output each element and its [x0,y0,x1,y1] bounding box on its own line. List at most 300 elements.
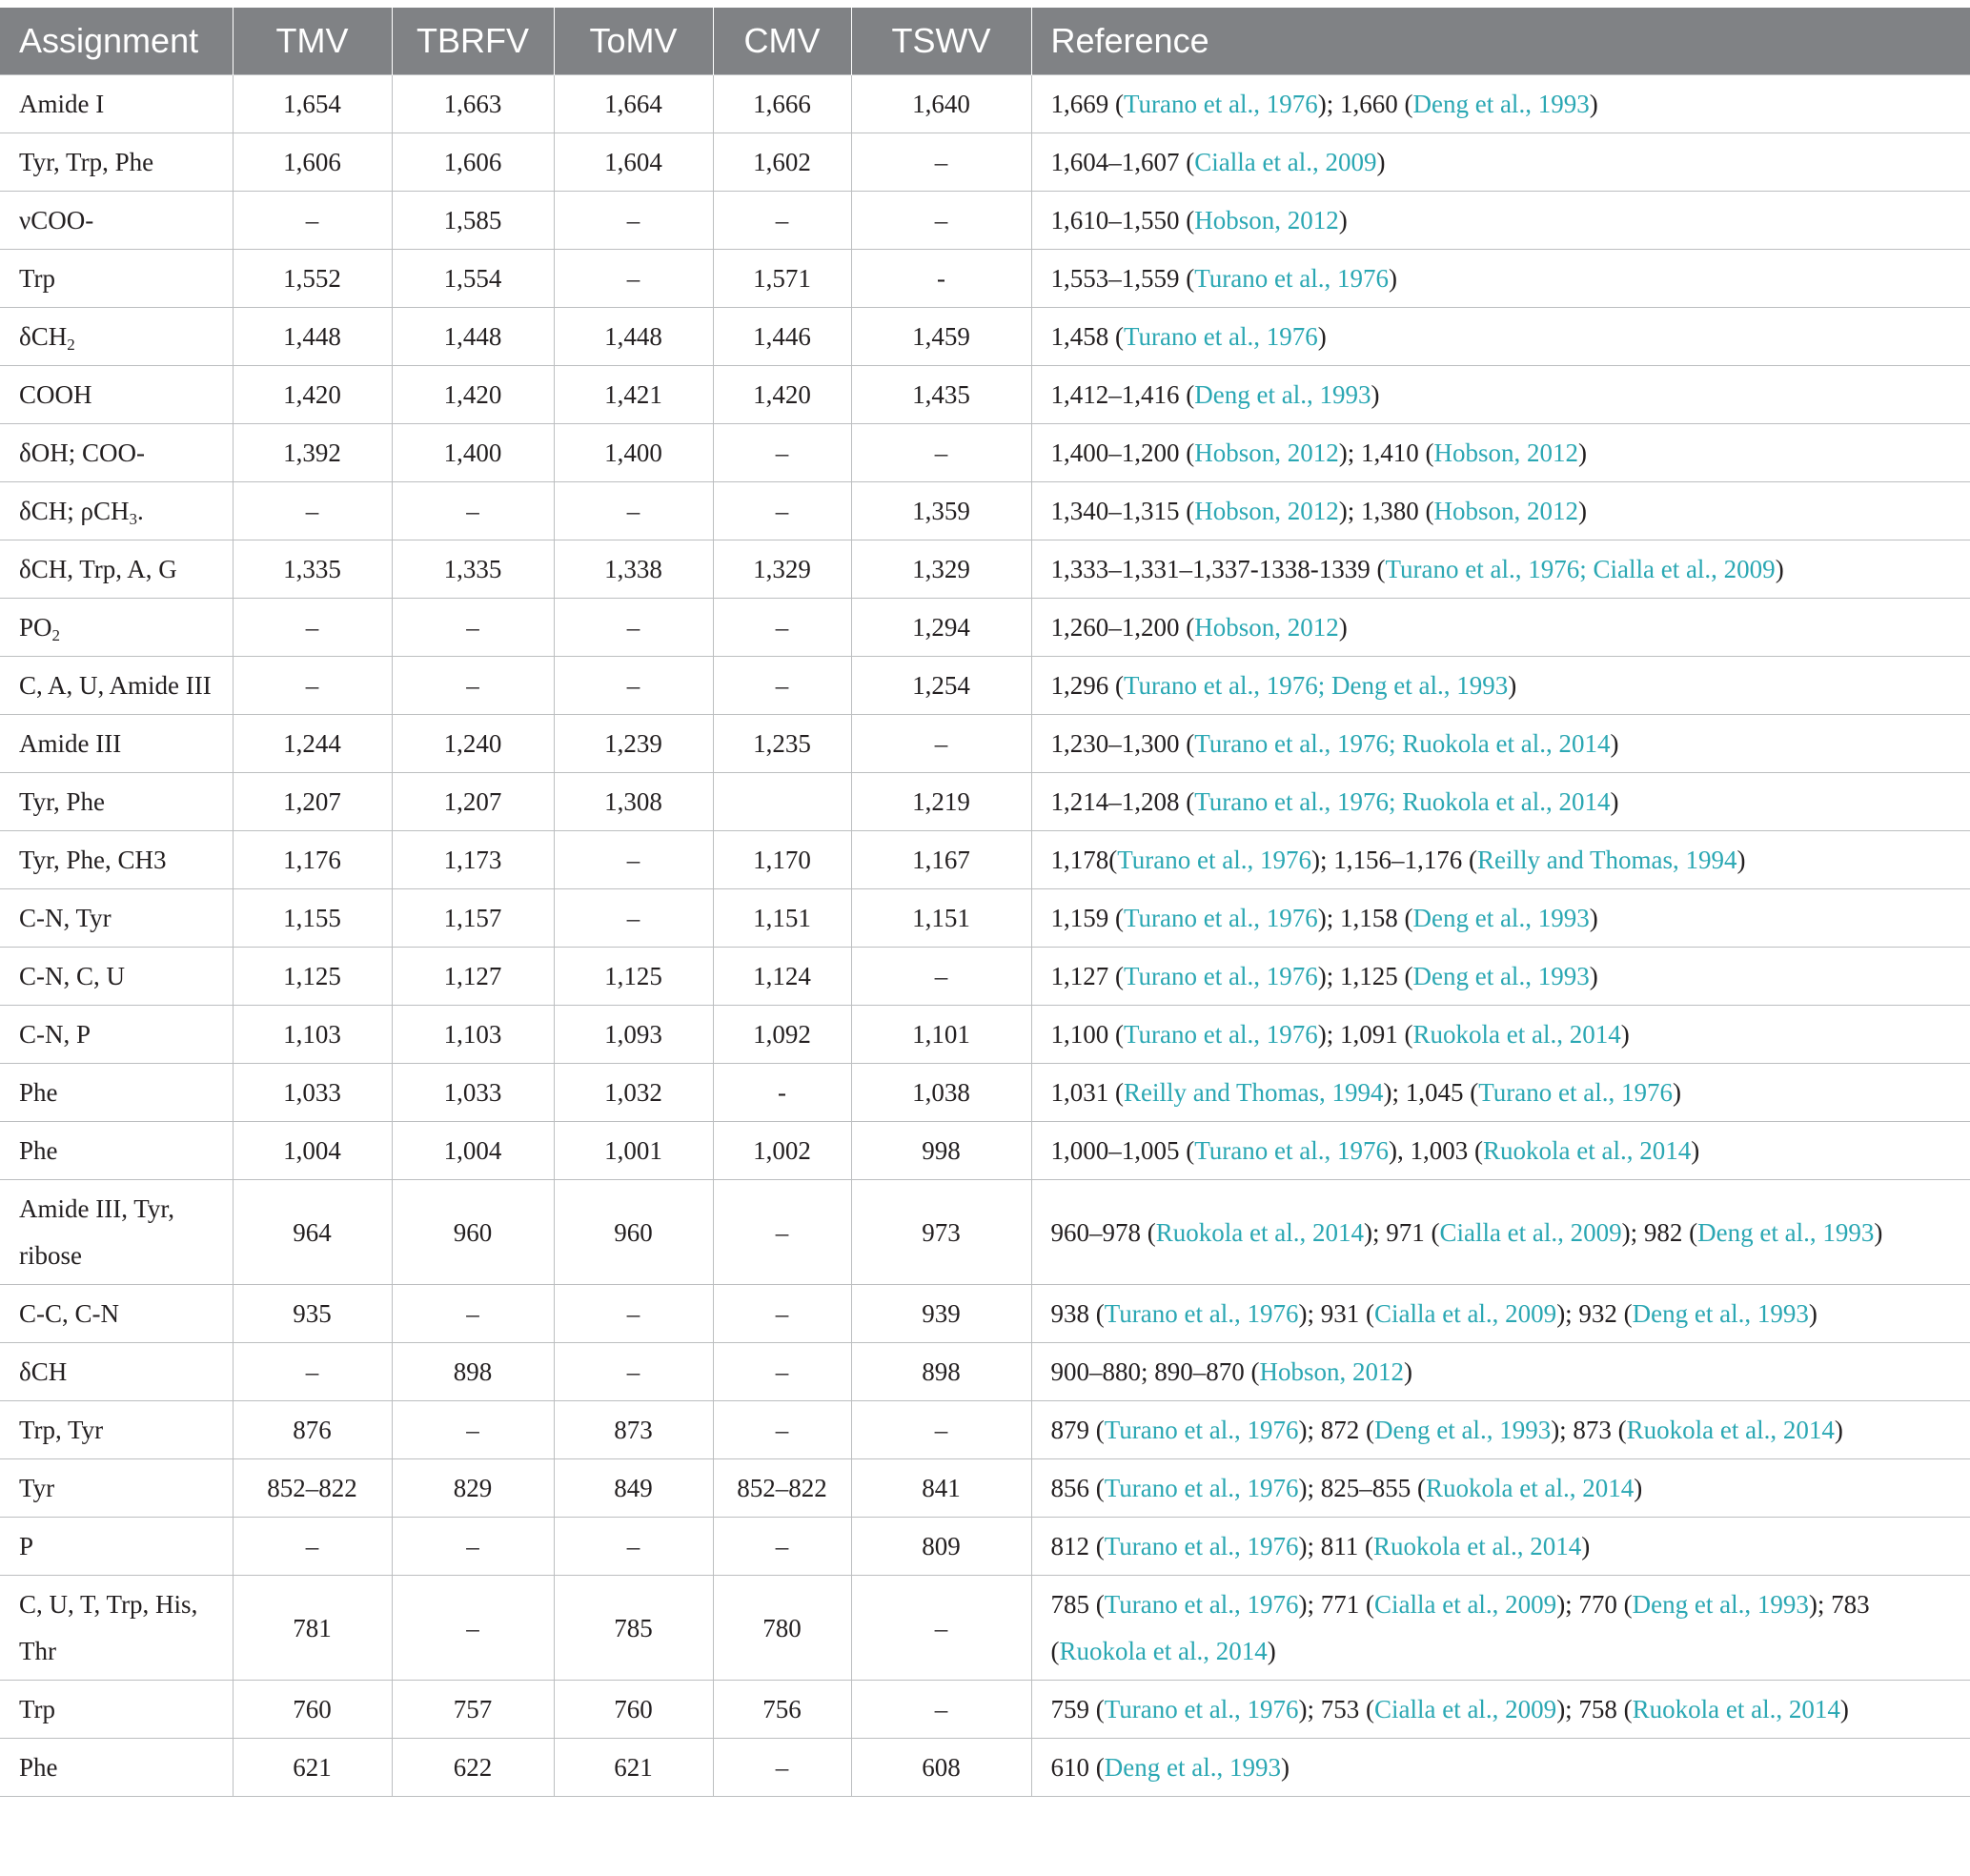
cell-tomv: 1,604 [554,133,713,192]
reference-text: 1,333–1,331–1,337-1338-1339 ( [1050,555,1386,583]
assignment-text: νCOO- [19,206,94,234]
reference-text: 1,458 ( [1050,322,1124,351]
cell-tswv: – [851,1681,1031,1739]
reference-text: 610 ( [1050,1753,1105,1782]
cell-reference [1031,133,1970,192]
cell-tswv: – [851,715,1031,773]
reference-text: 1,340–1,315 ( [1050,497,1195,525]
cell-tomv: 1,001 [554,1122,713,1180]
cell-tomv: – [554,889,713,948]
cell-assignment [0,366,233,424]
cell-tswv: – [851,948,1031,1006]
table-row [0,192,1970,250]
reference-text: ) [1508,671,1517,700]
reference-text: ) [1371,380,1380,409]
reference-text: 1,214–1,208 ( [1050,787,1195,816]
citation-link[interactable]: Turano et al., 1976 [1104,1695,1299,1723]
cell-reference [1031,1518,1970,1576]
table-row [0,1576,1970,1681]
cell-reference [1031,250,1970,308]
cell-tmv: 1,155 [233,889,392,948]
table-header [0,8,1970,75]
reference-text: ); 1,660 ( [1317,90,1413,118]
table-row [0,1518,1970,1576]
reference-text: 785 ( [1050,1590,1105,1619]
cell-reference [1031,948,1970,1006]
cell-reference [1031,1285,1970,1343]
cell-tomv: 760 [554,1681,713,1739]
cell-tswv: – [851,1576,1031,1681]
citation-link[interactable]: Turano et al., 1976 [1194,1136,1389,1165]
citation-link[interactable]: Turano et al., 1976; Ruokola et al., 2014 [1194,787,1611,816]
cell-assignment [0,133,233,192]
citation-link[interactable]: Cialla et al., 2009 [1373,1590,1557,1619]
table-row [0,1122,1970,1180]
citation-link[interactable]: Turano et al., 1976 [1104,1590,1299,1619]
cell-tbrfv: 1,103 [392,1006,554,1064]
cell-assignment [0,831,233,889]
cell-cmv: – [713,1518,851,1576]
cell-tbrfv: 1,606 [392,133,554,192]
assignment-text: P [19,1532,34,1560]
cell-tbrfv: 898 [392,1343,554,1401]
cell-cmv: – [713,1739,851,1797]
cell-tmv: 1,392 [233,424,392,482]
cell-assignment [0,1285,233,1343]
cell-tbrfv: – [392,1401,554,1459]
citation-link[interactable]: Deng et al., 1993 [1632,1299,1809,1328]
citation-link[interactable]: Deng et al., 1993 [1697,1217,1875,1247]
citation-link[interactable]: Ruokola et al., 2014 [1626,1416,1835,1444]
cell-tmv: 1,125 [233,948,392,1006]
cell-assignment [0,1459,233,1518]
assignment-text: Phe [19,1136,58,1165]
assignment-subscript: 3 [129,510,137,528]
assignment-text: Tyr [19,1474,55,1502]
assignment-text: δCH; ρCH [19,497,130,525]
cell-tbrfv: – [392,482,554,540]
cell-tmv: 1,033 [233,1064,392,1122]
cell-reference [1031,308,1970,366]
assignment-text: Amide III, Tyr, ribose [19,1194,174,1270]
assignment-text: Tyr, Trp, Phe [19,148,154,176]
reference-text: 1,296 ( [1050,671,1124,700]
cell-tomv: – [554,599,713,657]
cell-cmv: – [713,424,851,482]
cell-reference [1031,599,1970,657]
cell-cmv: 1,151 [713,889,851,948]
header-assignment: Assignment [0,8,233,75]
cell-tswv: 608 [851,1739,1031,1797]
cell-tomv: – [554,482,713,540]
reference-text: ); 932 ( [1556,1299,1633,1328]
cell-reference [1031,192,1970,250]
table-row [0,1343,1970,1401]
reference-text: ), 1,003 ( [1389,1136,1483,1165]
citation-link[interactable]: Ruokola et al., 2014 [1059,1637,1268,1665]
cell-assignment [0,948,233,1006]
assignment-text: C-N, Tyr [19,904,112,932]
reference-text: ); 971 ( [1363,1217,1440,1247]
citation-link[interactable]: Hobson, 2012 [1433,497,1579,525]
reference-text: ) [1389,264,1397,293]
cell-assignment [0,1739,233,1797]
reference-text: ) [1610,729,1619,758]
citation-link[interactable]: Deng et al., 1993 [1104,1753,1281,1782]
cell-reference [1031,715,1970,773]
citation-link[interactable]: Deng et al., 1993 [1412,904,1590,932]
citation-link[interactable]: Cialla et al., 2009 [1373,1299,1557,1328]
cell-tswv: 973 [851,1180,1031,1285]
cell-cmv: 852–822 [713,1459,851,1518]
reference-text: ) [1775,555,1784,583]
table-row [0,133,1970,192]
cell-tswv: – [851,1401,1031,1459]
assignment-text: Amide III [19,729,122,758]
header-row [0,8,1970,75]
citation-link[interactable]: Ruokola et al., 2014 [1372,1532,1582,1560]
reference-text: ) [1404,1357,1413,1386]
header-tmv: TMV [233,8,392,75]
cell-tomv: 960 [554,1180,713,1285]
reference-text: ) [1338,613,1348,642]
citation-link[interactable]: Turano et al., 1976; Cialla et al., 2009 [1385,555,1776,583]
cell-tswv: – [851,192,1031,250]
cell-tswv: 841 [851,1459,1031,1518]
cell-reference [1031,1064,1970,1122]
cell-tswv: – [851,424,1031,482]
cell-tomv: 1,093 [554,1006,713,1064]
table-row [0,599,1970,657]
cell-tswv: 1,329 [851,540,1031,599]
table-row [0,715,1970,773]
cell-assignment [0,1681,233,1739]
cell-cmv: 780 [713,1576,851,1681]
reference-text: ); 1,125 ( [1317,962,1413,990]
header-reference: Reference [1031,8,1970,75]
cell-tbrfv: 1,004 [392,1122,554,1180]
assignment-text: C-N, C, U [19,962,126,990]
table-row [0,366,1970,424]
cell-tomv: 1,239 [554,715,713,773]
citation-link[interactable]: Deng et al., 1993 [1412,962,1590,990]
assignment-text: Tyr, Phe, CH3 [19,846,167,874]
reference-text: 1,159 ( [1050,904,1124,932]
cell-tomv: 621 [554,1739,713,1797]
reference-text: 879 ( [1050,1416,1105,1444]
cell-cmv: – [713,1401,851,1459]
cell-tmv: 1,176 [233,831,392,889]
table-row [0,250,1970,308]
cell-tbrfv: 757 [392,1681,554,1739]
cell-tswv: 809 [851,1518,1031,1576]
cell-tmv: 781 [233,1576,392,1681]
header-tswv: TSWV [851,8,1031,75]
reference-text: ) [1376,148,1386,176]
cell-cmv: 756 [713,1681,851,1739]
cell-tmv: 1,654 [233,75,392,133]
cell-reference [1031,424,1970,482]
citation-link[interactable]: Reilly and Thomas, 1994 [1476,846,1737,874]
citation-link[interactable]: Deng et al., 1993 [1412,90,1590,118]
citation-link[interactable]: Deng et al., 1993 [1632,1590,1809,1619]
cell-assignment [0,308,233,366]
assignment-text: C, A, U, Amide III [19,671,212,700]
citation-link[interactable]: Turano et al., 1976; Ruokola et al., 2014 [1194,729,1611,758]
citation-link[interactable]: Turano et al., 1976 [1124,904,1318,932]
cell-tomv: – [554,657,713,715]
cell-assignment [0,1518,233,1576]
cell-reference [1031,1006,1970,1064]
reference-text: 1,553–1,559 ( [1050,264,1195,293]
cell-assignment [0,482,233,540]
citation-link[interactable]: Hobson, 2012 [1194,497,1339,525]
cell-tbrfv: – [392,599,554,657]
reference-text: ) [1280,1753,1290,1782]
cell-tbrfv: 1,240 [392,715,554,773]
cell-cmv: 1,092 [713,1006,851,1064]
cell-tbrfv: – [392,657,554,715]
cell-reference [1031,1122,1970,1180]
citation-link[interactable]: Turano et al., 1976 [1124,1020,1318,1049]
cell-assignment [0,250,233,308]
header-tbrfv: TBRFV [392,8,554,75]
cell-tmv: 1,103 [233,1006,392,1064]
cell-reference [1031,366,1970,424]
reference-text: ) [1808,1299,1818,1328]
citation-link[interactable]: Hobson, 2012 [1194,438,1339,467]
cell-tomv: 1,308 [554,773,713,831]
reference-text: ) [1834,1416,1843,1444]
cell-tmv: 1,448 [233,308,392,366]
cell-tbrfv: 1,448 [392,308,554,366]
assignment-text: C, U, T, Trp, His, Thr [19,1590,198,1665]
table-row [0,1739,1970,1797]
cell-tmv: 852–822 [233,1459,392,1518]
cell-tswv: 1,101 [851,1006,1031,1064]
cell-tmv: – [233,1518,392,1576]
assignment-text: Amide I [19,90,105,118]
cell-tmv: – [233,657,392,715]
cell-tomv: 785 [554,1576,713,1681]
citation-link[interactable]: Cialla et al., 2009 [1373,1695,1557,1723]
reference-text: 1,610–1,550 ( [1050,206,1195,234]
table-row [0,1681,1970,1739]
cell-tbrfv: 1,157 [392,889,554,948]
cell-tbrfv: – [392,1518,554,1576]
cell-tbrfv: – [392,1576,554,1681]
assignment-text: COOH [19,380,92,409]
reference-text: ) [1874,1217,1883,1247]
cell-cmv: 1,124 [713,948,851,1006]
reference-text: 1,412–1,416 ( [1050,380,1195,409]
table-row [0,308,1970,366]
citation-link[interactable]: Turano et al., 1976 [1478,1078,1673,1107]
cell-assignment [0,1343,233,1401]
citation-link[interactable]: Turano et al., 1976 [1117,846,1311,874]
citation-link[interactable]: Reilly and Thomas, 1994 [1124,1078,1384,1107]
reference-text: ); 1,091 ( [1317,1020,1413,1049]
reference-text: ) [1589,90,1598,118]
cell-tbrfv: 1,033 [392,1064,554,1122]
cell-assignment [0,599,233,657]
cell-tswv: 998 [851,1122,1031,1180]
citation-link[interactable]: Turano et al., 1976 [1124,90,1318,118]
reference-text: ) [1589,962,1598,990]
cell-tbrfv: 622 [392,1739,554,1797]
cell-assignment [0,1576,233,1681]
assignment-text: δCH, Trp, A, G [19,555,177,583]
citation-link[interactable]: Turano et al., 1976; Deng et al., 1993 [1124,671,1509,700]
cell-tbrfv: 1,400 [392,424,554,482]
cell-tmv: – [233,1343,392,1401]
table-row [0,773,1970,831]
citation-link[interactable]: Hobson, 2012 [1433,438,1579,467]
cell-cmv: – [713,1285,851,1343]
table-container [0,8,1970,1797]
cell-tmv: 621 [233,1739,392,1797]
cell-tswv: 1,151 [851,889,1031,948]
citation-link[interactable]: Turano et al., 1976 [1104,1532,1299,1560]
cell-tomv: – [554,250,713,308]
cell-assignment [0,75,233,133]
cell-tomv: 1,032 [554,1064,713,1122]
citation-link[interactable]: Turano et al., 1976 [1124,962,1318,990]
assignment-text: δCH [19,322,68,351]
cell-tmv: 876 [233,1401,392,1459]
cell-tswv: 1,435 [851,366,1031,424]
cell-tmv: 964 [233,1180,392,1285]
reference-text: 1,031 ( [1050,1078,1124,1107]
cell-assignment [0,889,233,948]
cell-reference [1031,1459,1970,1518]
reference-text: 938 ( [1050,1299,1105,1328]
cell-assignment [0,1180,233,1285]
cell-tmv: 935 [233,1285,392,1343]
cell-tswv: 1,219 [851,773,1031,831]
citation-link[interactable]: Hobson, 2012 [1259,1357,1405,1386]
reference-text: ); 931 ( [1298,1299,1374,1328]
citation-link[interactable]: Turano et al., 1976 [1104,1299,1299,1328]
reference-text: ) [1267,1637,1276,1665]
citation-link[interactable]: Ruokola et al., 2014 [1632,1695,1840,1723]
table-row [0,1285,1970,1343]
citation-link[interactable]: Deng et al., 1993 [1373,1416,1552,1444]
citation-link[interactable]: Cialla et al., 2009 [1439,1217,1622,1247]
reference-text: 759 ( [1050,1695,1105,1723]
cell-cmv: – [713,599,851,657]
cell-tomv: – [554,831,713,889]
reference-text: ) [1578,497,1588,525]
reference-text: ); 825–855 ( [1298,1474,1426,1502]
table-row [0,1180,1970,1285]
cell-tswv: 939 [851,1285,1031,1343]
cell-tbrfv: 1,663 [392,75,554,133]
header-tomv: ToMV [554,8,713,75]
cell-tmv: – [233,599,392,657]
reference-text: ); 770 ( [1556,1590,1633,1619]
cell-tswv: 1,359 [851,482,1031,540]
cell-reference [1031,1180,1970,1285]
cell-cmv: 1,420 [713,366,851,424]
citation-link[interactable]: Ruokola et al., 2014 [1412,1020,1621,1049]
reference-text: ); 873 ( [1551,1416,1627,1444]
cell-cmv: 1,235 [713,715,851,773]
citation-link[interactable]: Ruokola et al., 2014 [1155,1217,1364,1247]
header-cmv: CMV [713,8,851,75]
cell-reference [1031,657,1970,715]
citation-link[interactable]: Deng et al., 1993 [1194,380,1371,409]
table-row [0,540,1970,599]
cell-tswv: 1,038 [851,1064,1031,1122]
cell-tmv: – [233,192,392,250]
cell-cmv: 1,602 [713,133,851,192]
cell-reference [1031,1343,1970,1401]
table-row [0,1006,1970,1064]
reference-text: ) [1338,206,1348,234]
reference-text: ) [1672,1078,1681,1107]
reference-text: ) [1578,438,1588,467]
cell-reference [1031,831,1970,889]
cell-cmv [713,773,851,831]
cell-tmv: 1,552 [233,250,392,308]
reference-text: ); 1,156–1,176 ( [1311,846,1477,874]
reference-text: 1,230–1,300 ( [1050,729,1195,758]
cell-reference [1031,773,1970,831]
assignment-text: Phe [19,1753,58,1782]
citation-link[interactable]: Turano et al., 1976 [1104,1416,1299,1444]
reference-text: ) [1317,322,1327,351]
cell-tomv: 849 [554,1459,713,1518]
cell-assignment [0,715,233,773]
cell-assignment [0,424,233,482]
cell-cmv: 1,329 [713,540,851,599]
cell-tmv: 1,207 [233,773,392,831]
reference-text: ); 758 ( [1556,1695,1633,1723]
citation-link[interactable]: Ruokola et al., 2014 [1482,1136,1692,1165]
assignment-text: δOH; COO- [19,438,145,467]
table-row [0,1064,1970,1122]
reference-text: 1,400–1,200 ( [1050,438,1195,467]
reference-text: 900–880; 890–870 ( [1050,1357,1260,1386]
citation-link[interactable]: Hobson, 2012 [1194,206,1339,234]
citation-link[interactable]: Ruokola et al., 2014 [1425,1474,1635,1502]
cell-tswv: 1,294 [851,599,1031,657]
citation-link[interactable]: Cialla et al., 2009 [1194,148,1377,176]
cell-tomv: 1,400 [554,424,713,482]
citation-link[interactable]: Turano et al., 1976 [1194,264,1389,293]
reference-text: ); 982 ( [1621,1217,1698,1247]
cell-reference [1031,889,1970,948]
assignment-text: PO [19,613,52,642]
cell-assignment [0,1401,233,1459]
table-row [0,1401,1970,1459]
assignment-text: δCH [19,1357,68,1386]
cell-tomv: 873 [554,1401,713,1459]
reference-text: ) [1610,787,1619,816]
cell-tbrfv: 1,207 [392,773,554,831]
citation-link[interactable]: Turano et al., 1976 [1104,1474,1299,1502]
citation-link[interactable]: Hobson, 2012 [1194,613,1339,642]
cell-reference [1031,1739,1970,1797]
table-row [0,657,1970,715]
cell-assignment [0,1064,233,1122]
cell-cmv: – [713,657,851,715]
reference-text: ); 1,410 ( [1338,438,1434,467]
cell-reference [1031,1401,1970,1459]
citation-link[interactable]: Turano et al., 1976 [1124,322,1318,351]
table-row [0,889,1970,948]
